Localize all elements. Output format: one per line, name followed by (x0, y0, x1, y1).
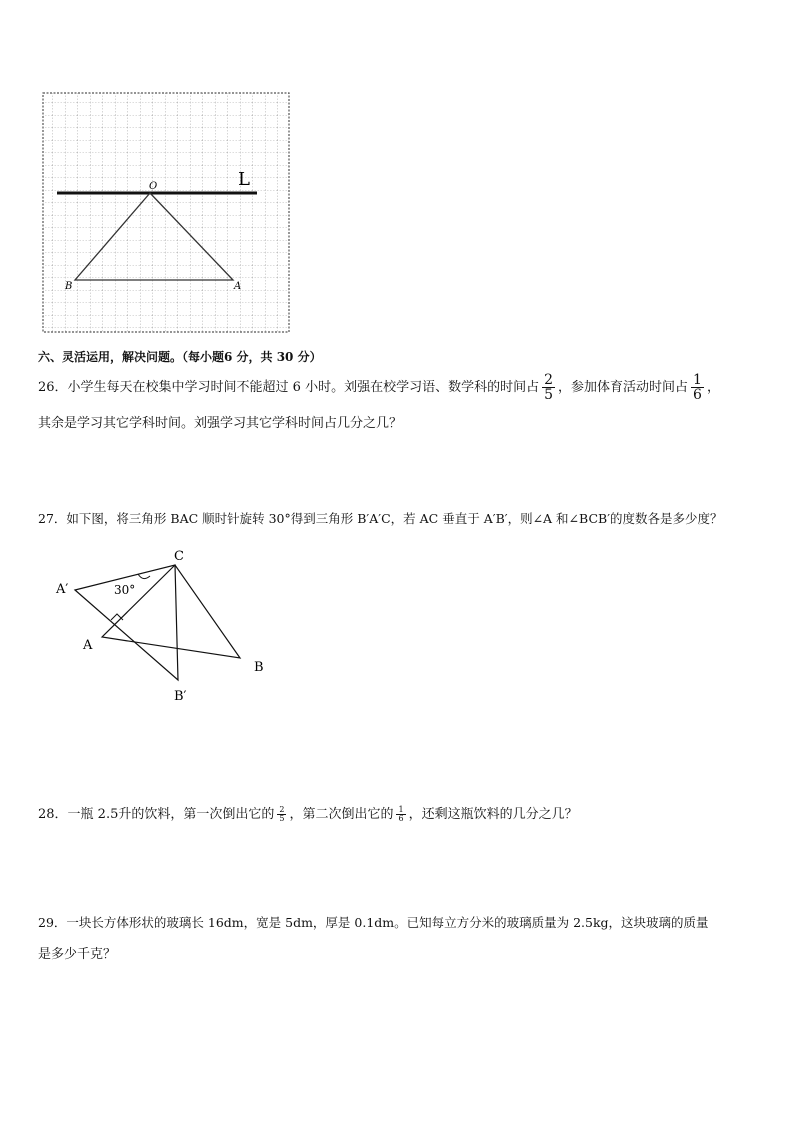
q28-fraction-2-5: $\frac{2}{5}$ (279, 805, 285, 823)
q26-text-b: ，参加体育活动时间占 (558, 380, 689, 395)
label-b: B (65, 281, 73, 292)
grid-figure (40, 90, 292, 335)
question-29-line1: 29．一块长方体形状的玻璃长 16dm，宽是 5dm，厚是 0.1dm。已知每立方分米的玻璃质量为 2.5kg，这块玻璃的质量 (38, 915, 709, 930)
label-b-prime: B′ (174, 689, 187, 704)
q26-text-c: ， (706, 380, 720, 395)
label-a: A (83, 638, 93, 653)
q26-fraction-1-6: $\frac{1}{6}$ (693, 372, 702, 403)
angle-arc (138, 574, 150, 579)
question-29-line2: 是多少千克？ (38, 947, 117, 962)
section-heading: 六、灵活运用，解决问题。（每小题6 分，共 30 分） (38, 350, 322, 364)
q28-text-c: ，还剩这瓶饮料的几分之几？ (408, 807, 578, 822)
q26-text-a: 26．小学生每天在校集中学习时间不能超过 6 小时。刘强在校学习语、数学科的时间占 (38, 380, 540, 395)
question-28 (38, 806, 578, 824)
rotation-figure (50, 545, 280, 710)
label-a-prime: A′ (56, 582, 69, 597)
triangle-abc (102, 565, 240, 658)
question-27: 27．如下图，将三角形 BAC 顺时针旋转 30°得到三角形 B′A′C，若 AC 垂直于 A′B′，则∠A 和∠BCB′的度数各是多少度？ (38, 511, 723, 526)
question-26-line2: 其余是学习其它学科时间。刘强学习其它学科时间占几分之几？ (38, 416, 403, 431)
label-angle-30: 30° (114, 583, 136, 597)
label-c: C (174, 549, 184, 564)
label-l: L (238, 169, 250, 190)
question-26-line1 (38, 373, 720, 402)
q28-fraction-1-6: $\frac{1}{6}$ (398, 805, 404, 823)
label-b: B (254, 660, 264, 675)
grid-background (43, 93, 289, 332)
label-o: O (149, 181, 158, 192)
q28-text-a: 28．一瓶 2.5升的饮料，第一次倒出它的 (38, 807, 275, 822)
label-a: A (234, 281, 242, 292)
q28-text-b: ，第二次倒出它的 (289, 807, 394, 822)
right-angle-mark (111, 614, 123, 620)
q26-fraction-2-5: $\frac{2}{5}$ (544, 372, 554, 403)
